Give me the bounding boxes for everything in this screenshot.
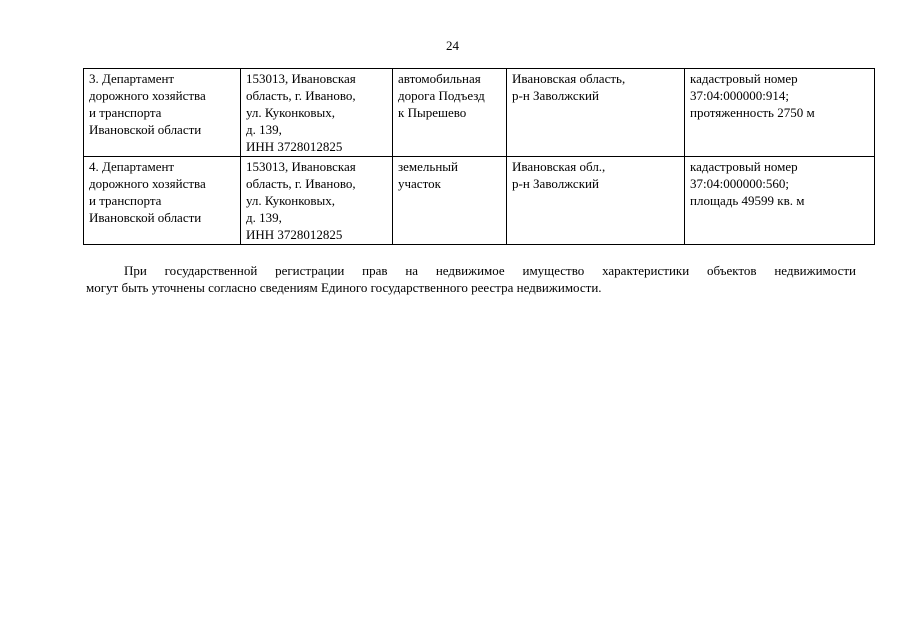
characteristics-line: площадь 49599 кв. м bbox=[690, 193, 805, 208]
address-line: д. 139, bbox=[246, 210, 282, 225]
owner-line: и транспорта bbox=[89, 193, 162, 208]
address-line: ул. Куконковых, bbox=[246, 193, 336, 208]
property-table bbox=[83, 68, 875, 245]
address-line: область, г. Иваново, bbox=[246, 176, 356, 191]
owner-line: дорожного хозяйства bbox=[89, 176, 206, 191]
table-row bbox=[84, 69, 875, 157]
inn-line: ИНН 3728012825 bbox=[246, 227, 343, 242]
object-cell bbox=[393, 69, 507, 157]
object-line: участок bbox=[398, 176, 441, 191]
cadastral-number: 37:04:000000:914; bbox=[690, 88, 789, 103]
location-cell bbox=[507, 69, 685, 157]
owner-line: Ивановской области bbox=[89, 210, 202, 225]
location-line: р-н Заволжский bbox=[512, 88, 599, 103]
object-cell bbox=[393, 157, 507, 245]
note-line: При государственной регистрации прав на недвижимое имущество характеристики объектов недвижимости bbox=[124, 263, 856, 278]
address-line: д. 139, bbox=[246, 122, 282, 137]
address-line: область, г. Иваново, bbox=[246, 88, 356, 103]
address-cell bbox=[241, 157, 393, 245]
address-line: 153013, Ивановская bbox=[246, 159, 356, 174]
characteristics-line: кадастровый номер bbox=[690, 159, 798, 174]
registration-note bbox=[86, 262, 856, 296]
object-line: дорога Подъезд bbox=[398, 88, 485, 103]
object-line: автомобильная bbox=[398, 71, 481, 86]
owner-cell bbox=[84, 157, 241, 245]
owner-line: дорожного хозяйства bbox=[89, 88, 206, 103]
characteristics-line: протяженность 2750 м bbox=[690, 105, 815, 120]
location-cell bbox=[507, 157, 685, 245]
object-line: земельный bbox=[398, 159, 458, 174]
address-line: 153013, Ивановская bbox=[246, 71, 356, 86]
table-row bbox=[84, 157, 875, 245]
location-line: Ивановская область, bbox=[512, 71, 626, 86]
note-line: могут быть уточнены согласно сведениям Единого государственного реестра недвижимости. bbox=[86, 280, 602, 295]
characteristics-cell bbox=[685, 69, 875, 157]
characteristics-line: кадастровый номер bbox=[690, 71, 798, 86]
location-line: Ивановская обл., bbox=[512, 159, 606, 174]
object-line: к Пырешево bbox=[398, 105, 467, 120]
address-cell bbox=[241, 69, 393, 157]
location-line: р-н Заволжский bbox=[512, 176, 599, 191]
owner-cell bbox=[84, 69, 241, 157]
owner-line: и транспорта bbox=[89, 105, 162, 120]
cadastral-number: 37:04:000000:560; bbox=[690, 176, 789, 191]
owner-line: 4. Департамент bbox=[89, 159, 175, 174]
inn-line: ИНН 3728012825 bbox=[246, 139, 343, 154]
page-number: 24 bbox=[446, 38, 459, 53]
owner-line: Ивановской области bbox=[89, 122, 202, 137]
address-line: ул. Куконковых, bbox=[246, 105, 336, 120]
owner-line: 3. Департамент bbox=[89, 71, 175, 86]
characteristics-cell bbox=[685, 157, 875, 245]
